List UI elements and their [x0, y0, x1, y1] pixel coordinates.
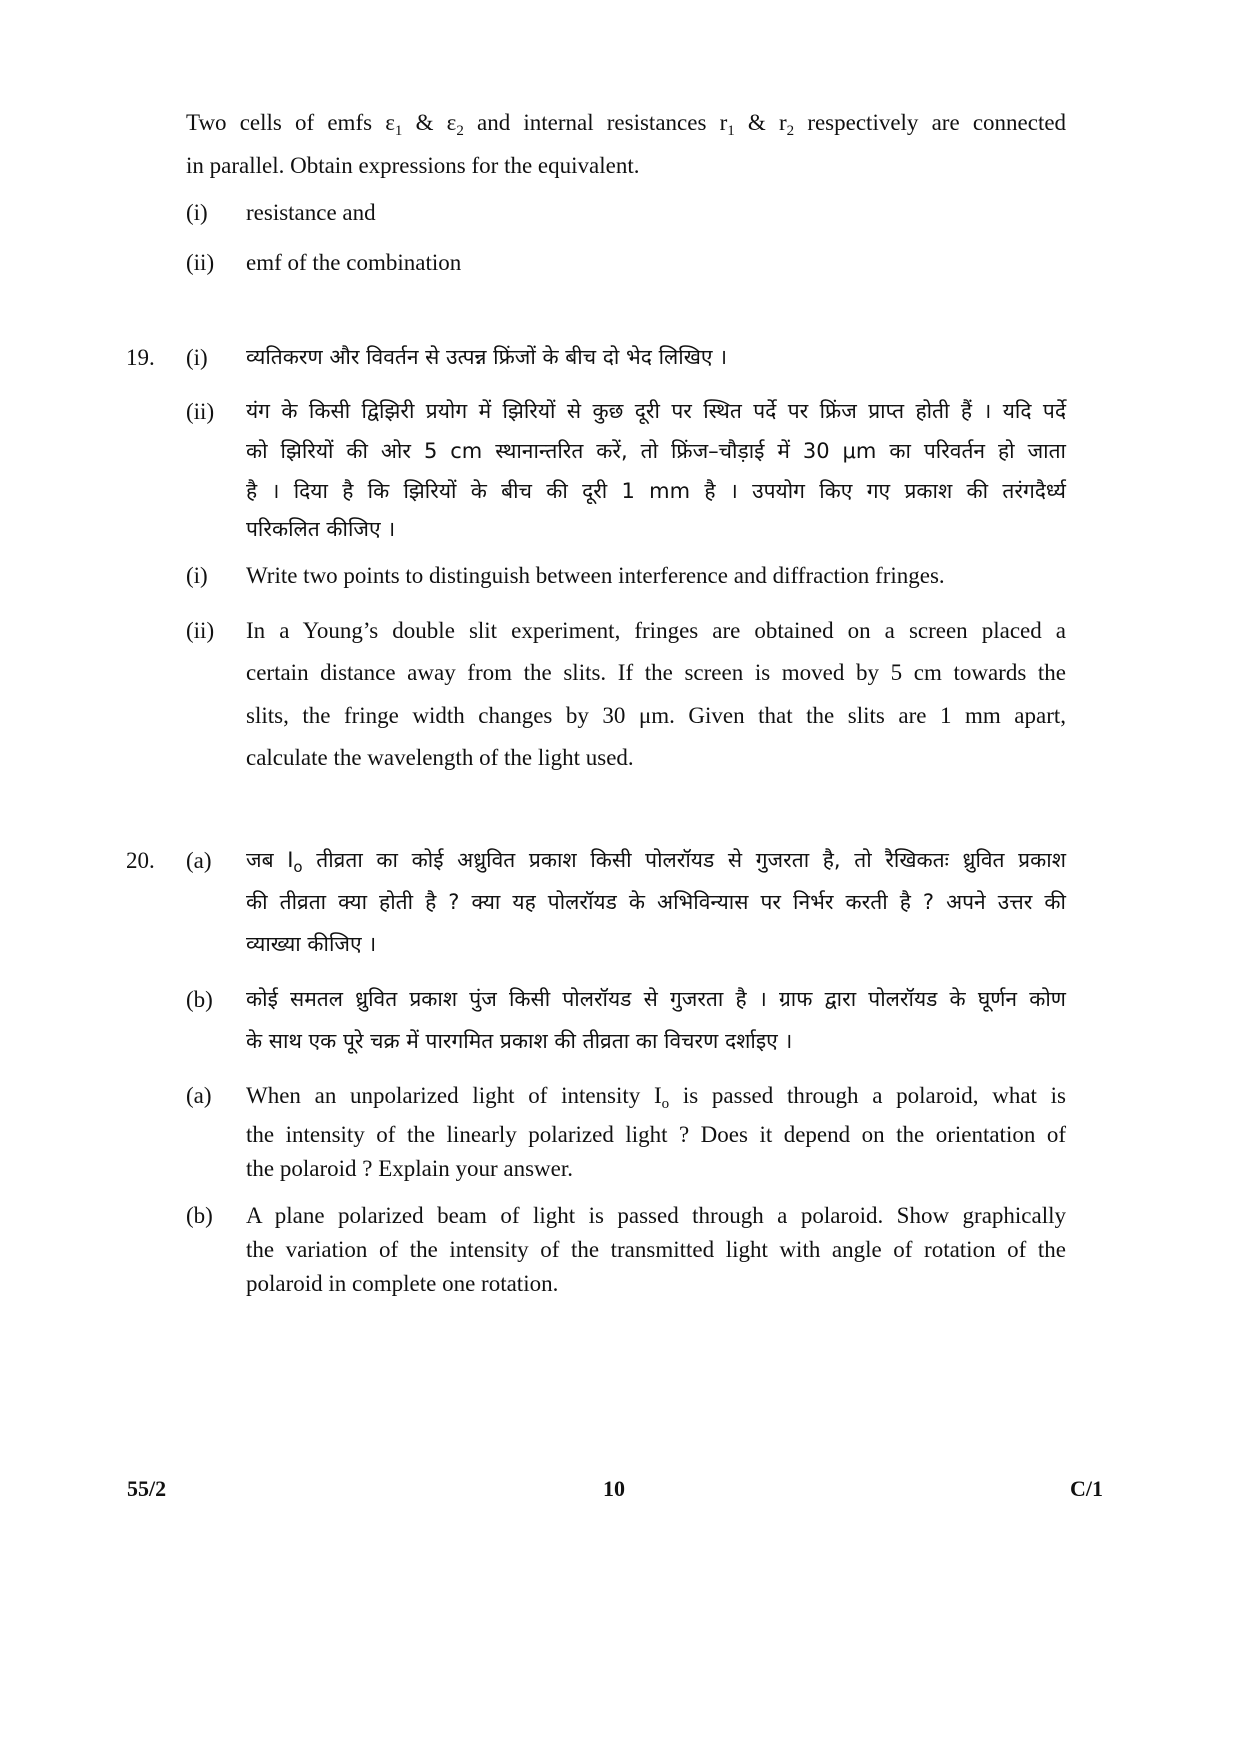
set-code: C/1 — [1070, 1476, 1103, 1501]
q18-item-label: (i) — [186, 200, 208, 225]
q19-hindi-label: (ii) — [186, 399, 215, 424]
q18-item-text: emf of the combination — [246, 250, 462, 275]
q19-hindi-line: यंग के किसी द्विझिरी प्रयोग में झिरियों से कुछ दूरी पर स्थित पर्दे पर फ्रिंज प्राप्त होती हैं । यदि पर्दे — [246, 399, 1066, 423]
q19-hindi-line: को झिरियों की ओर 5 cm स्थानान्तरित करें, तो फ्रिंज–चौड़ाई में 30 μm का परिवर्तन हो जाता — [246, 439, 1066, 463]
q20-english-line: the polaroid ? Explain your answer. — [246, 1156, 574, 1181]
q20-hindi-line: की तीव्रता क्या होती है ? क्या यह पोलरॉयड के अभिविन्यास पर निर्भर करती है ? अपने उत्तर की — [246, 890, 1066, 914]
q20-hindi-label-b: (b) — [186, 987, 213, 1012]
q18-item-label: (ii) — [186, 250, 215, 275]
ampersand: & — [747, 110, 766, 135]
emf-symbol-2: $\varepsilon_2$ — [446, 110, 464, 139]
q20-english-line: the intensity of the linearly polarized light ? Does it depend on the orientation of — [246, 1122, 1066, 1147]
q20-english-label-a: (a) — [186, 1083, 212, 1108]
resistance-symbol-2: $r_2$ — [778, 110, 795, 139]
paper-code: 55/2 — [127, 1476, 167, 1501]
q20-hindi-line: जब $I_o$ तीव्रता का कोई अध्रुवित प्रकाश किसी पोलरॉयड से गुजरता है, तो रैखिकतः ध्रुवित प्रकाश — [246, 848, 1066, 876]
q20-hindi-line: व्याख्या कीजिए । — [246, 932, 377, 956]
q19-english-line: slits, the fringe width changes by 30 μm. Given that the slits are 1 mm apart, — [246, 703, 1066, 728]
q20-english-line: A plane polarized beam of light is passed through a polaroid. Show graphically — [246, 1203, 1066, 1228]
q19-hindi-label: (i) — [186, 345, 208, 370]
q19-english-label: (ii) — [186, 618, 215, 643]
q19-english-line: calculate the wavelength of the light used. — [246, 745, 634, 770]
q20-hindi-label-a: (a) — [186, 848, 212, 873]
q19-english-line: In a Young’s double slit experiment, fringes are obtained on a screen placed a — [246, 618, 1066, 643]
q18-item-text: resistance and — [246, 200, 376, 225]
q20-english-line: When an unpolarized light of intensity $I_o$ is passed through a polaroid, what is — [246, 1083, 1066, 1112]
resistance-symbol-1: $r_1$ — [719, 110, 735, 139]
q20-hindi-line: कोई समतल ध्रुवित प्रकाश पुंज किसी पोलरॉयड से गुजरता है । ग्राफ द्वारा पोलरॉयड के घूर्णन कोण — [246, 987, 1066, 1011]
q19-english-label: (i) — [186, 563, 208, 588]
q20-english-label-b: (b) — [186, 1203, 213, 1228]
emf-symbol-1: $\varepsilon_1$ — [385, 110, 403, 139]
q18-text: Two cells of emfs — [186, 110, 373, 135]
q19-hindi-line: परिकलित कीजिए । — [246, 517, 396, 541]
q18-line-1 — [186, 110, 1067, 139]
q18-line-2: in parallel. Obtain expressions for the equivalent. — [186, 153, 640, 178]
q19-english-line: certain distance away from the slits. If the screen is moved by 5 cm towards the — [246, 660, 1066, 685]
q19-hindi-line: व्यतिकरण और विवर्तन से उत्पन्न फ्रिंजों के बीच दो भेद लिखिए । — [246, 345, 728, 369]
q19-english-line: Write two points to distinguish between interference and diffraction fringes. — [246, 563, 945, 588]
q18-text: and internal resistances — [476, 110, 707, 135]
q18-text: respectively are connected — [807, 110, 1067, 135]
q20-english-line: polaroid in complete one rotation. — [246, 1271, 559, 1296]
page-number: 10 — [603, 1476, 625, 1501]
q20-english-line: the variation of the intensity of the transmitted light with angle of rotation of the — [246, 1237, 1066, 1262]
question-number-20: 20. — [126, 848, 155, 873]
q20-hindi-line: के साथ एक पूरे चक्र में पारगमित प्रकाश की तीव्रता का विचरण दर्शाइए । — [246, 1029, 793, 1053]
question-number-19: 19. — [126, 345, 155, 370]
ampersand: & — [415, 110, 434, 135]
q19-hindi-line: है । दिया है कि झिरियों के बीच की दूरी 1 mm है । उपयोग किए गए प्रकाश की तरंगदैर्ध्य — [246, 479, 1066, 503]
